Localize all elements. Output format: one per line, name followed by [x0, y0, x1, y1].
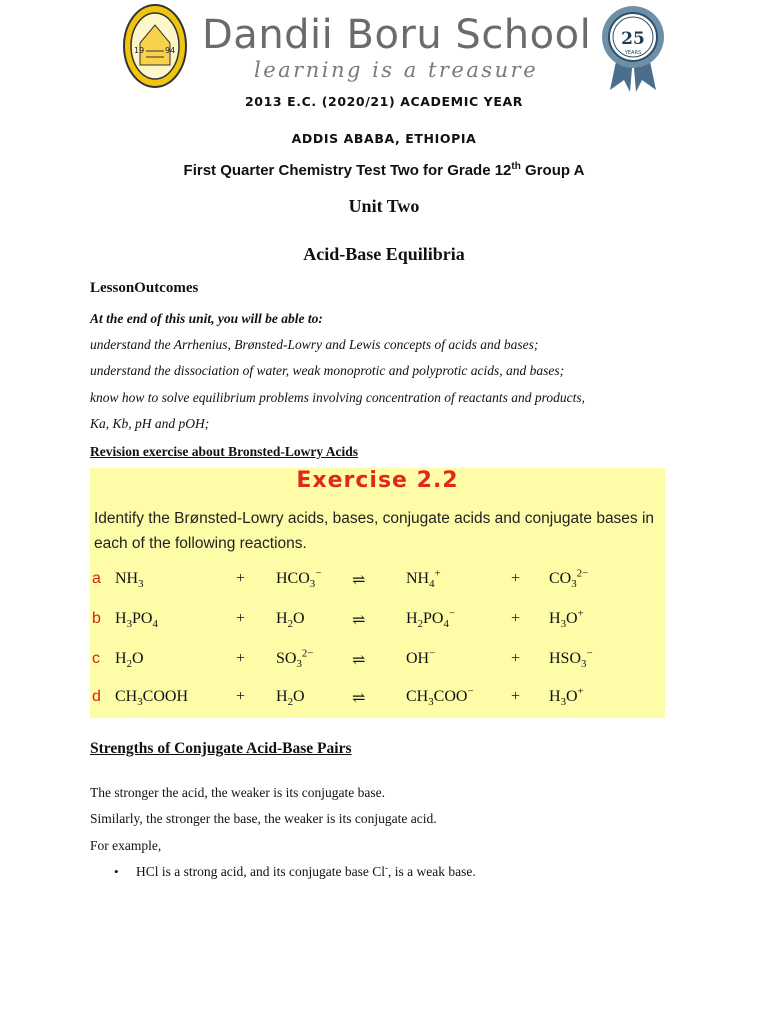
product-2: $HSO_3^-$ [549, 647, 593, 671]
reaction-row [90, 647, 665, 674]
school-crest-logo [122, 3, 188, 94]
equilibrium-arrow: ⇌ [352, 652, 366, 669]
plus-sign: + [511, 570, 521, 587]
product-1: $NH_4^+$ [406, 567, 441, 591]
exercise-box [90, 468, 665, 718]
test-title: First Quarter Chemistry Test Two for Grade 12th Group A [183, 161, 585, 179]
product-1: $H_2PO_4^-$ [406, 607, 456, 631]
plus-sign: + [236, 610, 246, 627]
outcome-continuation: Ka, Kb, pH and pOH; [90, 416, 210, 431]
plus-sign: + [236, 570, 246, 587]
reaction-row [90, 607, 665, 634]
outcomes-intro: At the end of this unit, you will be able to: [90, 311, 323, 326]
reactant-1: $NH_3$ [115, 570, 144, 591]
svg-text:19: 19 [134, 46, 145, 55]
outcome-item: understand the dissociation of water, weak monoprotic and polyprotic acids, and bases; [90, 363, 565, 378]
bullet-icon: • [114, 864, 119, 879]
reactant-1: $H_3PO_4$ [115, 610, 158, 631]
unit-title: Unit Two [348, 196, 420, 216]
reactant-2: $H_2O$ [276, 688, 305, 709]
example-item: HCl is a strong acid, and its conjugate base Cl-, is a weak base. [136, 862, 476, 879]
strengths-heading: Strengths of Conjugate Acid-Base Pairs [90, 740, 352, 757]
reaction-letter: b [92, 610, 101, 627]
plus-sign: + [236, 688, 246, 705]
lesson-outcomes-heading: LessonOutcomes [90, 280, 199, 296]
plus-sign: + [511, 650, 521, 667]
equilibrium-arrow: ⇌ [352, 572, 366, 589]
reaction-letter: a [92, 570, 101, 587]
equilibrium-arrow: ⇌ [352, 690, 366, 707]
reaction-row [90, 685, 665, 712]
school-tagline: learning is a treasure [254, 58, 539, 82]
plus-sign: + [236, 650, 246, 667]
reaction-letter: c [92, 650, 100, 667]
reactant-1: $H_2O$ [115, 650, 144, 671]
plus-sign: + [511, 610, 521, 627]
exercise-instruction: Identify the Brønsted-Lowry acids, bases, conjugate acids and conjugate bases in each of the following reactions. [94, 510, 655, 552]
reactant-2: $SO_3^{2-}$ [276, 647, 314, 671]
product-1: OH− [406, 647, 436, 667]
reactant-2: $H_2O$ [276, 610, 305, 631]
reactant-1: $CH_3COOH$ [115, 688, 189, 709]
exercise-title: Exercise 2.2 [296, 468, 459, 493]
anniversary-badge-logo [600, 4, 666, 97]
product-2: $H_3O^+$ [549, 607, 584, 631]
equilibrium-arrow: ⇌ [352, 612, 366, 629]
product-2: $CO_3^{2-}$ [549, 567, 589, 591]
revision-heading: Revision exercise about Bronsted-Lowry Acids [90, 444, 358, 459]
location: ADDIS ABABA, ETHIOPIA [291, 131, 477, 146]
svg-text:25: 25 [621, 29, 645, 49]
product-1: $CH_3COO^-$ [406, 685, 474, 709]
reactant-2: $HCO_3^-$ [276, 567, 322, 591]
outcome-item: understand the Arrhenius, Brønsted-Lowry and Lewis concepts of acids and bases; [90, 337, 539, 352]
school-name: Dandii Boru School [202, 12, 592, 58]
outcome-item: know how to solve equilibrium problems involving concentration of reactants and products, [90, 390, 585, 405]
strengths-line-2: Similarly, the stronger the base, the weaker is its conjugate acid. [90, 811, 437, 826]
topic-title: Acid-Base Equilibria [303, 244, 465, 264]
academic-year: 2013 E.C. (2020/21) ACADEMIC YEAR [245, 94, 523, 109]
svg-text:YEARS: YEARS [624, 50, 642, 56]
product-2: $H_3O^+$ [549, 685, 584, 709]
reaction-row [90, 567, 665, 594]
plus-sign: + [511, 688, 521, 705]
reaction-letter: d [92, 688, 101, 705]
strengths-line-3: For example, [90, 838, 162, 853]
svg-text:94: 94 [165, 46, 176, 55]
strengths-line-1: The stronger the acid, the weaker is its conjugate base. [90, 785, 386, 800]
